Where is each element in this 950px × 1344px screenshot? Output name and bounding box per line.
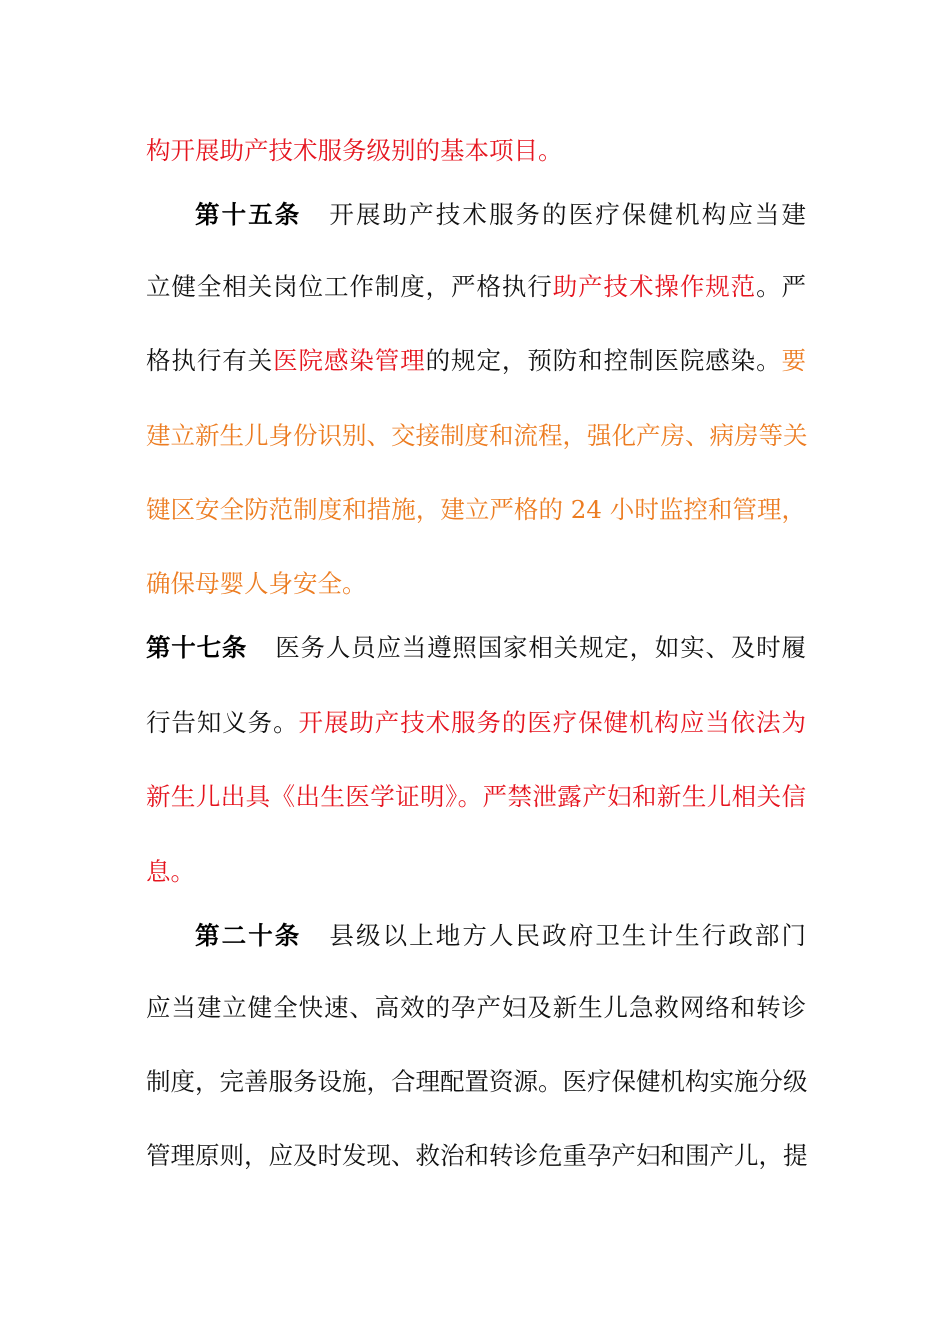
text-segment: 格执行有关 bbox=[146, 346, 274, 375]
text-segment: 助产技术操作规范 bbox=[552, 272, 757, 301]
text-segment: 构开展助产技术服务级别的基本项目。 bbox=[146, 136, 563, 165]
text-segment: 确保母婴人身安全。 bbox=[146, 569, 367, 598]
text-line-5 bbox=[146, 416, 806, 456]
text-segment: 开展助产技术服务的医疗保健机构应当建 bbox=[329, 200, 807, 229]
text-segment: 新生儿出具《出生医学证明》。严禁泄露产妇和新生儿相关信 bbox=[146, 782, 806, 811]
text-segment: 行告知义务。 bbox=[146, 708, 299, 737]
text-line-10 bbox=[146, 777, 806, 817]
text-segment: 要 bbox=[781, 346, 807, 375]
article-15-heading: 第十五条 bbox=[195, 200, 302, 229]
article-15-line-1 bbox=[195, 195, 806, 235]
text-segment: 立健全相关岗位工作制度，严格执行 bbox=[146, 272, 553, 301]
text-line-4 bbox=[146, 341, 806, 381]
article-20-heading: 第二十条 bbox=[195, 921, 302, 950]
text-segment: 制度，完善服务设施，合理配置资源。医疗保健机构实施分级 bbox=[146, 1067, 808, 1096]
text-segment: 的规定，预防和控制医院感染。 bbox=[425, 346, 782, 375]
text-segment: 息。 bbox=[146, 857, 195, 886]
text-segment: 医务人员应当遵照国家相关规定，如实、及时履 bbox=[275, 633, 806, 662]
text-segment: 建立新生儿身份识别、交接制度和流程，强化产房、病房等关 bbox=[146, 421, 808, 450]
text-segment: 管理原则，应及时发现、救治和转诊危重孕产妇和围产儿，提 bbox=[146, 1141, 808, 1170]
text-line-6 bbox=[146, 490, 806, 530]
article-17-line-1 bbox=[146, 628, 806, 668]
text-segment: 开展助产技术服务的医疗保健机构应当依法为 bbox=[298, 708, 807, 737]
text-line-9 bbox=[146, 703, 806, 743]
text-segment: 。严 bbox=[756, 272, 806, 301]
text-segment: 应当建立健全快速、高效的孕产妇及新生儿急救网络和转诊 bbox=[146, 993, 806, 1022]
text-line-15 bbox=[146, 1136, 806, 1176]
text-line-7 bbox=[146, 564, 806, 604]
article-20-line-1 bbox=[195, 916, 806, 956]
text-segment: 县级以上地方人民政府卫生计生行政部门 bbox=[329, 921, 807, 950]
text-line-3 bbox=[146, 267, 806, 307]
text-line-14 bbox=[146, 1062, 806, 1102]
text-segment: 键区安全防范制度和措施，建立严格的 24 小时监控和管理， bbox=[146, 495, 806, 524]
text-line-11 bbox=[146, 852, 806, 892]
article-17-heading: 第十七条 bbox=[146, 633, 248, 662]
text-segment: 医院感染管理 bbox=[273, 346, 426, 375]
text-line-1 bbox=[146, 131, 806, 171]
text-line-13 bbox=[146, 988, 806, 1028]
